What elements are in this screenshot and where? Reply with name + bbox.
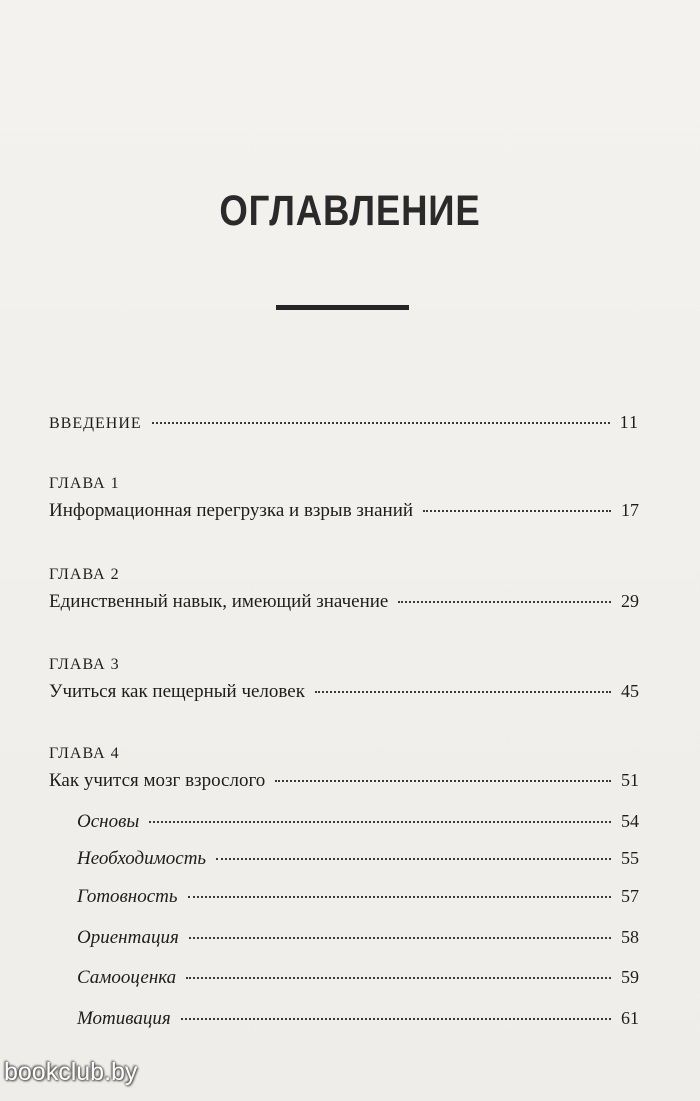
toc-subentry: [77, 926, 639, 949]
toc-page-number: 11: [619, 412, 639, 432]
toc-page-number: 59: [621, 967, 639, 987]
toc-page-number: 57: [621, 886, 639, 906]
dot-leader: [149, 821, 611, 823]
toc-page-number: 45: [621, 681, 639, 701]
dot-leader: [181, 1018, 611, 1020]
toc-subentry-title: Ориентация: [77, 927, 179, 948]
toc-subentry-title: Мотивация: [77, 1008, 171, 1029]
toc-subentry: [77, 1007, 639, 1030]
toc-entry-chapter-2: [49, 590, 639, 613]
dot-leader: [188, 896, 611, 898]
toc-subentry: [77, 847, 639, 870]
toc-page-number: 61: [621, 1008, 639, 1028]
toc-entry-title: Учиться как пещерный человек: [49, 681, 305, 702]
toc-entry-title: Единственный навык, имеющий значение: [49, 591, 389, 612]
toc-page-number: 54: [621, 811, 639, 831]
toc-page-number: 51: [621, 770, 639, 790]
dot-leader: [423, 510, 611, 512]
chapter-label: ГЛАВА 1: [49, 475, 120, 492]
toc-entry-chapter-3: [49, 680, 639, 703]
toc-entry-chapter-4: [49, 769, 639, 792]
toc-subentry: [77, 885, 639, 908]
toc-subentry: [77, 966, 639, 989]
toc-page-number: 17: [621, 500, 639, 520]
dot-leader: [189, 937, 611, 939]
toc-page-number: 29: [621, 591, 639, 611]
dot-leader: [186, 977, 611, 979]
chapter-label: ГЛАВА 4: [49, 745, 120, 762]
watermark: bookclub.by: [4, 1058, 138, 1086]
toc-page-number: 55: [621, 848, 639, 868]
dot-leader: [315, 691, 611, 693]
toc-subentry-title: Основы: [77, 811, 140, 832]
dot-leader: [275, 780, 611, 782]
toc-entry-chapter-1: [49, 499, 639, 522]
toc-subentry-title: Готовность: [77, 886, 178, 907]
toc-entry-title: Как учится мозг взрослого: [49, 770, 266, 791]
dot-leader: [398, 601, 611, 603]
toc-entry-title: Информационная перегрузка и взрыв знаний: [49, 500, 414, 521]
chapter-label: ГЛАВА 3: [49, 656, 120, 673]
chapter-label: ГЛАВА 2: [49, 566, 120, 583]
page-title: ОГЛАВЛЕНИЕ: [219, 187, 481, 235]
toc-subentry-title: Необходимость: [77, 848, 207, 869]
dot-leader: [152, 422, 610, 424]
toc-entry-intro: [49, 411, 639, 435]
toc-entry-title: ВВЕДЕНИЕ: [49, 415, 142, 432]
toc-subentry-title: Самооценка: [77, 967, 177, 988]
dot-leader: [216, 858, 611, 860]
toc-subentry: [77, 810, 639, 833]
toc-page-number: 58: [621, 927, 639, 947]
